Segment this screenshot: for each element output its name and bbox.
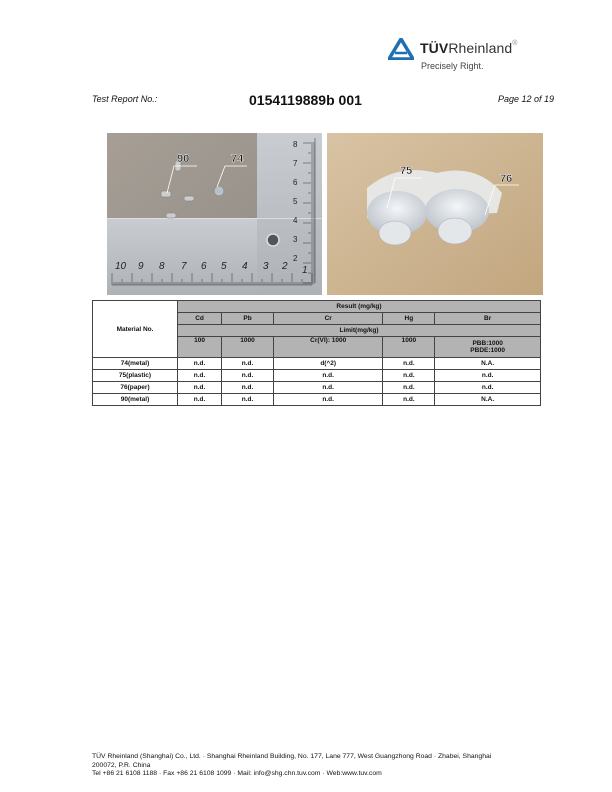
photo-plastic-parts (327, 133, 543, 295)
material-cell: 75(plastic) (93, 370, 178, 382)
result-cell: n.d. (435, 382, 541, 394)
footer (92, 753, 552, 779)
ruler-label: 7 (181, 261, 187, 272)
result-cell: n.d. (178, 358, 222, 370)
photo-label-90: 90 (177, 153, 190, 165)
ruler-side-label: 3 (293, 235, 298, 244)
table-row (93, 358, 541, 370)
ruler-label: 8 (159, 261, 165, 272)
ruler-label: 5 (221, 261, 227, 272)
ruler-side-label: 7 (293, 159, 298, 168)
photo-label-76: 76 (500, 173, 513, 185)
limit-value: 1000 (383, 337, 435, 358)
photo-screws (107, 133, 322, 295)
footer-address-2: 200072, P.R. China (92, 761, 151, 769)
ruler-label: 3 (263, 261, 269, 272)
result-cell: n.d. (222, 358, 274, 370)
page-number: Page 12 of 19 (498, 94, 555, 104)
photo-label-74: 74 (231, 153, 244, 165)
material-header: Material No. (93, 301, 178, 358)
result-cell: n.d. (178, 370, 222, 382)
result-header: Result (mg/kg) (178, 301, 541, 313)
ruler-label: 4 (242, 261, 248, 272)
logo-tagline: Precisely Right. (421, 61, 484, 71)
photo-label-75: 75 (400, 165, 413, 177)
ruler-side-label: 2 (293, 254, 298, 263)
table-row (93, 382, 541, 394)
material-cell: 90(metal) (93, 394, 178, 406)
result-cell: n.d. (383, 382, 435, 394)
logo-brand: TÜVRheinland® (420, 40, 518, 56)
result-cell: n.d. (222, 370, 274, 382)
footer-address: TÜV Rheinland (Shanghai) Co., Ltd. · Shanghai Rheinland Building, No. 177, Lane 777, West Guangzhong Road · Zhabei, Shanghai (92, 753, 492, 760)
table-row (93, 370, 541, 382)
result-cell: n.d. (383, 370, 435, 382)
element-header: Cr (273, 313, 383, 325)
result-cell: n.d. (178, 382, 222, 394)
report-number: 0154119889b 001 (249, 92, 362, 108)
tuv-logo (388, 36, 538, 76)
limit-value: 1000 (222, 337, 274, 358)
material-cell: 76(paper) (93, 382, 178, 394)
results-table (92, 300, 541, 406)
element-header: Cd (178, 313, 222, 325)
limit-value: 100 (178, 337, 222, 358)
result-cell: n.d. (273, 382, 383, 394)
tuv-triangle-icon (388, 38, 414, 60)
element-header: Hg (383, 313, 435, 325)
ruler-label: 10 (115, 261, 127, 272)
result-cell: n.d. (222, 394, 274, 406)
ruler-label: 9 (138, 261, 144, 272)
result-cell: n.d. (222, 382, 274, 394)
material-cell: 74(metal) (93, 358, 178, 370)
limit-value: Cr(VI): 1000 (273, 337, 383, 358)
limit-header: Limit(mg/kg) (178, 325, 541, 337)
result-cell: n.d. (383, 394, 435, 406)
footer-contact: Tel +86 21 6108 1188 · Fax +86 21 6108 1099 · Mail: info@shg.chn.tuv.com · Web:www.tuv.com (92, 770, 382, 777)
result-cell: n.d. (273, 394, 383, 406)
result-cell: N.A. (435, 394, 541, 406)
ruler-label: 1 (302, 265, 308, 276)
element-header: Br (435, 313, 541, 325)
ruler-side-label: 6 (293, 178, 298, 187)
report-number-label: Test Report No.: (92, 94, 158, 104)
result-cell: N.A. (435, 358, 541, 370)
result-cell: n.d. (435, 370, 541, 382)
ruler-side-label: 5 (293, 197, 298, 206)
result-cell: n.d. (383, 358, 435, 370)
limit-value: PBB:1000 PBDE:1000 (435, 337, 541, 358)
ruler-side-label: 4 (293, 216, 298, 225)
result-cell: d(^2) (273, 358, 383, 370)
result-cell: n.d. (273, 370, 383, 382)
table-row (93, 394, 541, 406)
result-cell: n.d. (178, 394, 222, 406)
ruler-label: 2 (282, 261, 288, 272)
ruler-label: 6 (201, 261, 207, 272)
ruler-side-label: 8 (293, 140, 298, 149)
element-header: Pb (222, 313, 274, 325)
